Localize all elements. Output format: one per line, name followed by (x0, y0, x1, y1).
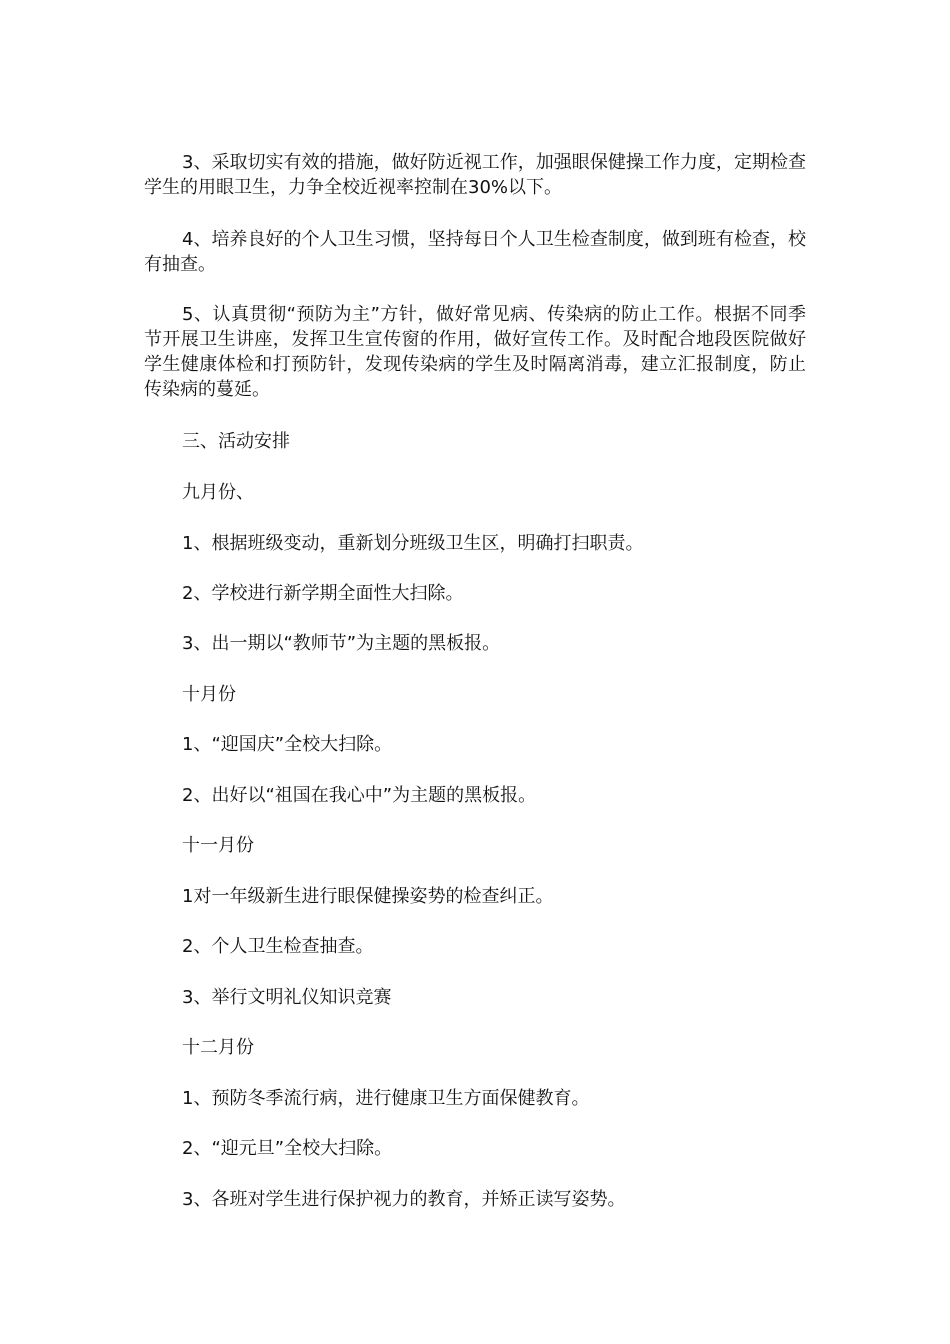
list-item: 1、预防冬季流行病，进行健康卫生方面保健教育。 (182, 1088, 590, 1109)
section-heading: 三、活动安排 (182, 431, 290, 452)
list-item: 3、各班对学生进行保护视力的教育，并矫正读写姿势。 (182, 1189, 626, 1210)
list-item: 2、出好以“祖国在我心中”为主题的黑板报。 (182, 785, 537, 806)
list-item: 2、“迎元旦”全校大扫除。 (182, 1138, 393, 1159)
list-item: 1、“迎国庆”全校大扫除。 (182, 734, 393, 755)
list-item: 1对一年级新生进行眼保健操姿势的检查纠正。 (182, 886, 554, 907)
paragraph-personal-hygiene: 4、培养良好的个人卫生习惯，坚持每日个人卫生检查制度，做到班有检查，校有抽查。 (144, 229, 806, 275)
month-heading-december: 十二月份 (182, 1037, 254, 1058)
list-item: 3、出一期以“教师节”为主题的黑板报。 (182, 633, 501, 654)
list-item: 3、举行文明礼仪知识竞赛 (182, 987, 392, 1008)
list-item: 2、个人卫生检查抽查。 (182, 936, 374, 957)
paragraph-eye-care: 3、采取切实有效的措施，做好防近视工作，加强眼保健操工作力度，定期检查学生的用眼卫生，力争全校近视率控制在30%以下。 (144, 152, 806, 198)
month-heading-october: 十月份 (182, 684, 236, 705)
paragraph-disease-prevention: 5、认真贯彻“预防为主”方针，做好常见病、传染病的防止工作。根据不同季节开展卫生讲座，发挥卫生宣传窗的作用，做好宣传工作。及时配合地段医院做好学生健康体检和打预防针，发现传染病的学生及时隔离消毒，建立汇报制度，防止传染病的蔓延。 (144, 304, 806, 400)
month-heading-september: 九月份、 (182, 482, 254, 503)
list-item: 2、学校进行新学期全面性大扫除。 (182, 583, 464, 604)
list-item: 1、根据班级变动，重新划分班级卫生区，明确打扫职责。 (182, 533, 644, 554)
month-heading-november: 十一月份 (182, 835, 254, 856)
